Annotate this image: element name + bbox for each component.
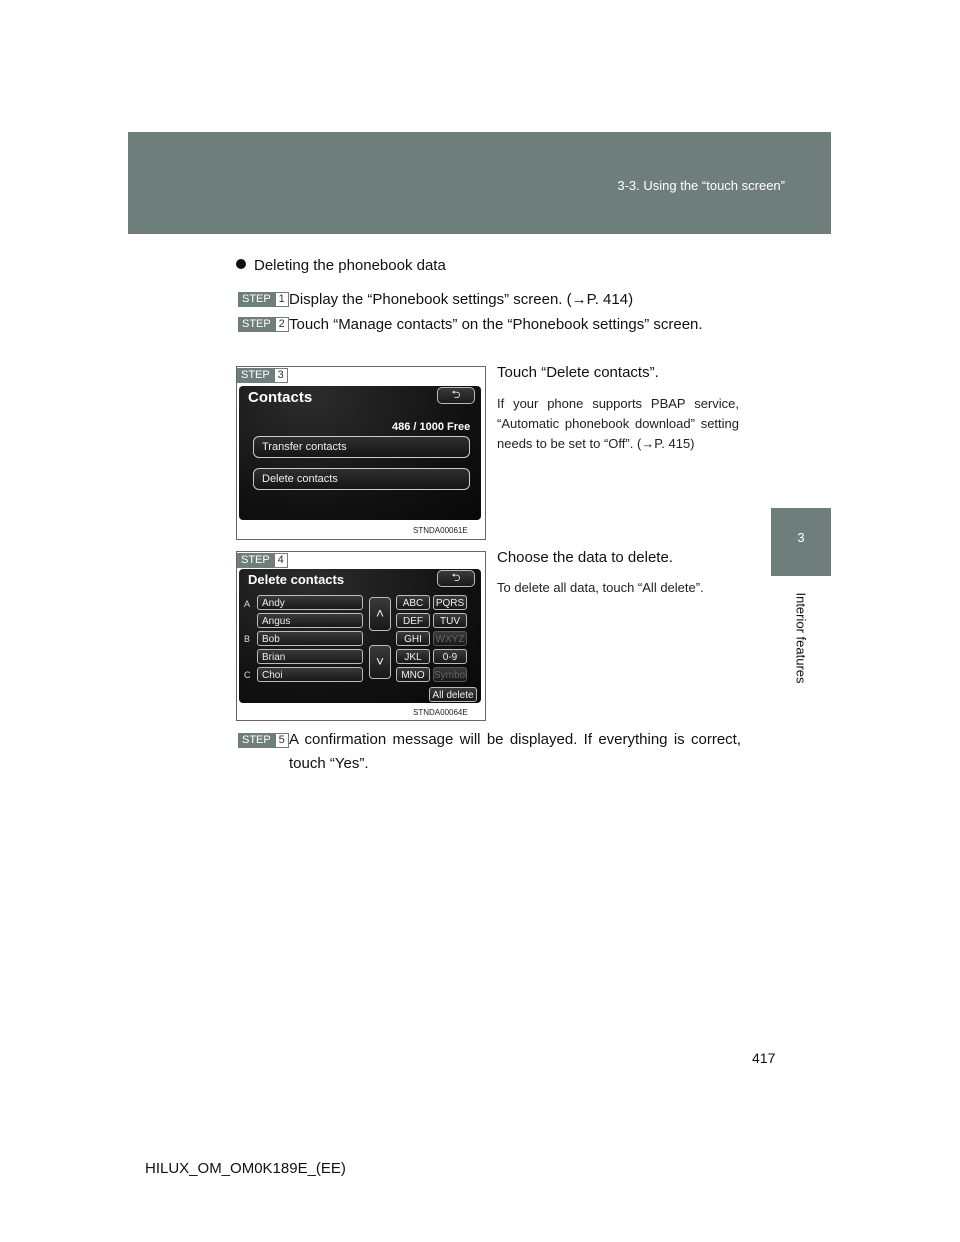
chapter-tab — [771, 508, 831, 576]
index-letter: C — [244, 670, 251, 680]
screen-title: Delete contacts — [248, 572, 345, 587]
figure-delete-contacts-screen — [236, 551, 486, 721]
transfer-contacts-button[interactable]: Transfer contacts — [253, 436, 470, 458]
key-ghi[interactable]: GHI — [396, 631, 430, 646]
key-jkl[interactable]: JKL — [396, 649, 430, 664]
back-button[interactable] — [437, 387, 475, 404]
figure-contacts-screen — [236, 366, 486, 540]
step-1-text: Display the “Phonebook settings” screen. (→P. 414) — [289, 291, 634, 308]
figure-code: STNDA00061E — [413, 526, 468, 535]
step-number: 3 — [274, 368, 288, 383]
step-label: STEP — [237, 368, 274, 383]
contact-row[interactable]: Angus — [257, 613, 363, 628]
return-arrow-icon: ⮌ — [451, 572, 461, 584]
step-3-text: Touch “Delete contacts”. — [497, 364, 659, 381]
key-symbol: Symbol — [433, 667, 467, 682]
index-letter: B — [244, 634, 251, 644]
section-header — [128, 132, 831, 234]
step-label: STEP — [238, 733, 275, 748]
return-arrow-icon: ⮌ — [451, 389, 461, 401]
double-chevron-down-icon: ˅ — [375, 653, 385, 669]
step-badge-5 — [238, 733, 289, 748]
key-pqrs[interactable]: PQRS — [433, 595, 467, 610]
step-number: 1 — [275, 292, 289, 307]
key-tuv[interactable]: TUV — [433, 613, 467, 628]
screen-title: Contacts — [248, 389, 313, 406]
key-abc[interactable]: ABC — [396, 595, 430, 610]
contact-row[interactable]: Choi — [257, 667, 363, 682]
contact-row[interactable]: Brian — [257, 649, 363, 664]
double-chevron-up-icon: ˄ — [375, 605, 385, 621]
step-3-note: If your phone supports PBAP service, “Automatic phonebook download” setting needs to be set to “Off”. (→P. 415) — [497, 396, 739, 451]
section-title: 3-3. Using the “touch screen” — [617, 178, 785, 193]
key-0-9[interactable]: 0-9 — [433, 649, 467, 664]
all-delete-button[interactable]: All delete — [429, 687, 477, 702]
step-number: 5 — [275, 733, 289, 748]
step-badge-4 — [237, 553, 288, 568]
page-number: 417 — [752, 1050, 776, 1066]
step-label: STEP — [238, 317, 275, 332]
step-label: STEP — [238, 292, 275, 307]
contacts-screen — [239, 386, 481, 520]
chapter-label: Interior features — [793, 592, 809, 684]
free-count: 486 / 1000 Free — [392, 421, 471, 433]
step-number: 4 — [274, 553, 288, 568]
scroll-down-button[interactable] — [369, 645, 391, 679]
index-letter: A — [244, 599, 251, 609]
step-4-text: Choose the data to delete. — [497, 549, 673, 566]
step-badge-2 — [238, 317, 289, 332]
step-badge-1 — [238, 292, 289, 307]
step-2-text: Touch “Manage contacts” on the “Phonebook settings” screen. — [289, 316, 703, 333]
step-label: STEP — [237, 553, 274, 568]
delete-contacts-screen — [239, 569, 481, 703]
back-button[interactable] — [437, 570, 475, 587]
bullet-heading — [236, 257, 446, 274]
key-wxyz: WXYZ — [433, 631, 467, 646]
scroll-up-button[interactable] — [369, 597, 391, 631]
delete-contacts-button[interactable]: Delete contacts — [253, 468, 470, 490]
chapter-number: 3 — [797, 530, 805, 545]
step-number: 2 — [275, 317, 289, 332]
step-4-note: To delete all data, touch “All delete”. — [497, 580, 704, 595]
bullet-icon — [236, 259, 246, 269]
figure-code: STNDA00064E — [413, 708, 468, 717]
contact-row[interactable]: Andy — [257, 595, 363, 610]
step-5-text: A confirmation message will be displayed. If everything is correct, touch “Yes”. — [289, 731, 741, 772]
chapter-label-box — [768, 578, 834, 698]
contact-row[interactable]: Bob — [257, 631, 363, 646]
step-badge-3 — [237, 368, 288, 383]
bullet-text: Deleting the phonebook data — [254, 257, 446, 274]
document-code: HILUX_OM_OM0K189E_(EE) — [145, 1160, 346, 1177]
key-def[interactable]: DEF — [396, 613, 430, 628]
key-mno[interactable]: MNO — [396, 667, 430, 682]
